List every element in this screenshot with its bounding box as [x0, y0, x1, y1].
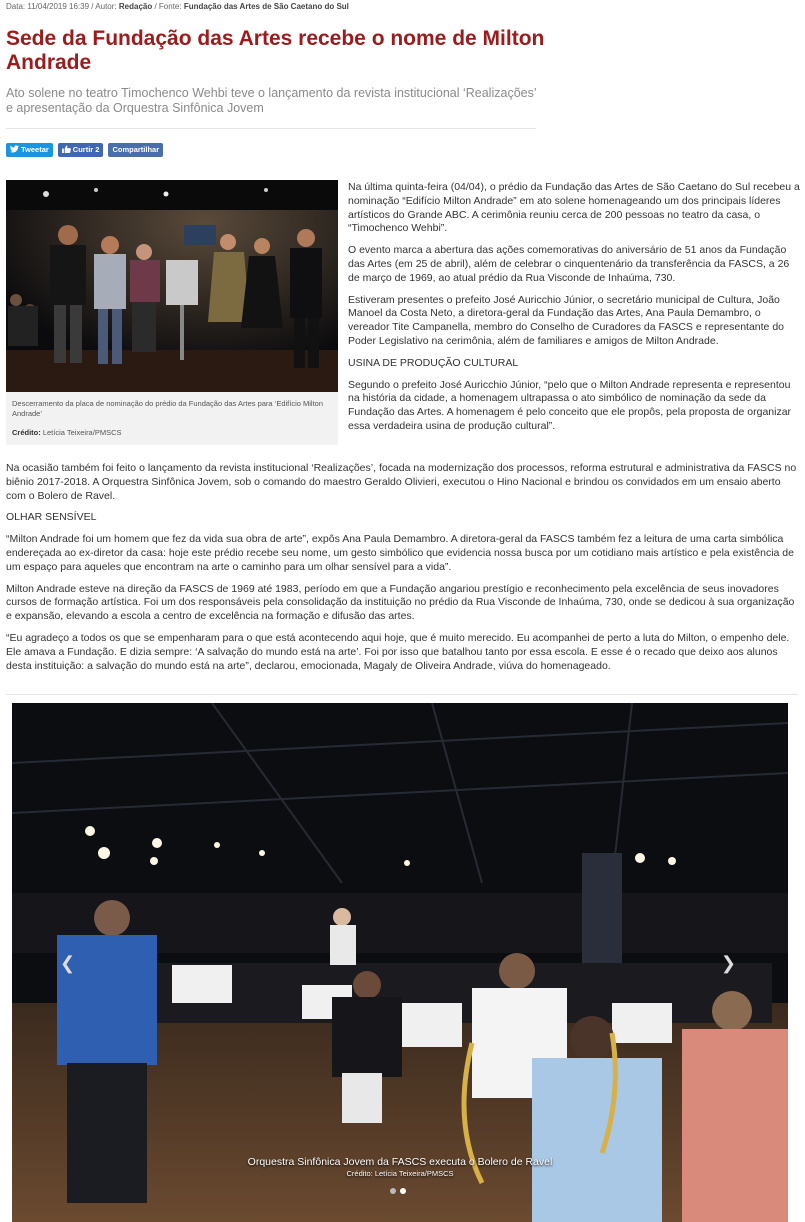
like-label: Curtir 2	[72, 145, 100, 154]
meta-source-label: / Fonte:	[154, 2, 182, 11]
paragraph: Estiveram presentes o prefeito José Auricchio Júnior, o secretário municipal de Cultura, João Manoel da Costa Neto, a diretora-geral da Fundação das Artes, Ana Paula Demambro, o vereador Tite Campanella, membro do Conselho de Curadores da FASCS e representante do Poder Legislativo na cerimônia, além de familiares e amigos de Milton Andrade.	[348, 293, 784, 347]
paragraph: “Eu agradeço a todos os que se empenharam para o que está acontecendo aqui hoje, que é muito merecido. Eu acompanhei de perto a luta do Milton, o empenho dele. Ele amava a Fundação. E dizia sempre: ‘A salvação do mundo está na arte’. Foi por isso que batalhou tanto por essa escola. E esse é o recado que deixo aos alunos desta instituição: a salvação do mundo está na arte”, declarou, emocionada, Magaly de Oliveira Andrade, viúva do homenageado.	[6, 631, 790, 672]
figure-credit-name: Letícia Teixeira/PMSCS	[42, 428, 122, 437]
section-heading: USINA DE PRODUÇÃO CULTURAL	[348, 356, 519, 369]
share-button[interactable]	[108, 143, 163, 157]
share-label: Compartilhar	[112, 145, 160, 154]
figure-ceremony	[6, 180, 338, 445]
gallery-dot-active[interactable]	[400, 1188, 406, 1194]
ceremony-photo	[6, 180, 338, 392]
article-title: Sede da Fundação das Artes recebe o nome de Milton Andrade	[6, 27, 545, 74]
section-heading: OLHAR SENSÍVEL	[6, 511, 97, 524]
paragraph: “Milton Andrade foi um homem que fez da vida sua obra de arte”, expôs Ana Paula Demambro. A diretora-geral da FASCS também fez a leitura de uma carta simbólica endereçada ao ex-diretor da casa: hoje este prédio recebe seu nome, um gesto simbólico que evidencia nossa busca por um cotidiano mais artístico e pela existência de um espaço para aqueles que encontram na arte o caminho para um olhar sensível para a vida”.	[6, 533, 794, 573]
gallery-caption: Orquestra Sinfônica Jovem da FASCS executa o Bolero de Ravel	[247, 1156, 553, 1168]
share-bar	[6, 143, 163, 157]
gallery-credit: Crédito: Letícia Teixeira/PMSCS	[346, 1169, 454, 1178]
divider	[6, 128, 536, 129]
paragraph: Milton Andrade esteve na direção da FASCS de 1969 até 1983, período em que a Fundação angariou prestígio e reconhecimento pela excelência de seus inovadores cursos de formação artística. Foi um dos responsáveis pela consolidação da instituição no prédio da Rua Visconde de Inhaúma, 730, onde se dedicou à sua organização e expansão, elevando a escola a centro de excelência na formação e difusão das artes.	[6, 582, 795, 623]
meta-author-label: / Autor:	[91, 2, 117, 11]
article-body-right	[348, 181, 800, 442]
orchestra-gallery	[12, 703, 788, 1222]
figure-caption: Descerramento da placa de nominação do prédio da Fundação das Artes para ‘Edifício Milton Andrade’	[12, 399, 324, 418]
paragraph: O evento marca a abertura das ações comemorativas do aniversário de 51 anos da Fundação das Artes (em 25 de abril), além de celebrar o cinquentenário da transferência da FASCS, a 26 de março de 1969, ao atual prédio da Rua Visconde de Inhaúma, 730.	[348, 244, 790, 284]
meta-source: Fundação das Artes de São Caetano do Sul	[183, 2, 349, 11]
tweet-label: Tweetar	[21, 145, 49, 154]
chevron-left-icon[interactable]: ❮	[60, 953, 76, 973]
figure-credit-label: Crédito:	[12, 428, 41, 437]
meta-date-label: Data:	[6, 2, 26, 11]
gallery-dot[interactable]	[390, 1188, 396, 1194]
twitter-bird-icon	[10, 145, 19, 155]
figure-credit	[12, 428, 122, 437]
tweet-button[interactable]	[6, 143, 53, 157]
article-subtitle: Ato solene no teatro Timochenco Wehbi teve o lançamento da revista institucional ‘Realizações’ e apresentação da Orquestra Sinfônica Jovem	[6, 86, 537, 115]
article-meta	[6, 2, 349, 11]
thumbs-up-icon	[62, 145, 71, 155]
chevron-right-icon[interactable]: ❯	[720, 953, 736, 973]
like-button[interactable]	[58, 143, 104, 157]
gallery-dots	[390, 1188, 406, 1194]
orchestra-photo	[12, 703, 788, 1222]
paragraph: Na última quinta-feira (04/04), o prédio da Fundação das Artes de São Caetano do Sul recebeu a nominação “Edifício Milton Andrade” em ato solene homenageando um dos principais líderes artísticos do Grande ABC. A cerimônia reuniu cerca de 200 pessoas no teatro da casa, o “Timochenco Wehbi”.	[348, 181, 800, 235]
meta-author: Redação	[118, 2, 153, 11]
paragraph: Segundo o prefeito José Auricchio Júnior, “pelo que o Milton Andrade representa e representou na história da cidade, a homenagem ultrapassa o ato simbólico de nominação da sede da Fundação das Artes. A homenagem é pelo conceito que ele propôs, pela proposta de organizar essa verdadeira usina de produção cultural”.	[348, 378, 792, 432]
divider	[6, 694, 798, 695]
meta-date: 11/04/2019 16:39	[27, 2, 90, 11]
paragraph: Na ocasião também foi feito o lançamento da revista institucional ‘Realizações’, focada na modernização dos processos, reforma estrutural e administrativa da FASCS no biênio 2017-2018. A Orquestra Sinfônica Jovem, sob o comando do maestro Geraldo Olivieri, executou o Hino Nacional e brindou os convidados em um ensaio aberto com o Bolero de Ravel.	[6, 462, 797, 502]
article-body-full	[6, 462, 798, 681]
